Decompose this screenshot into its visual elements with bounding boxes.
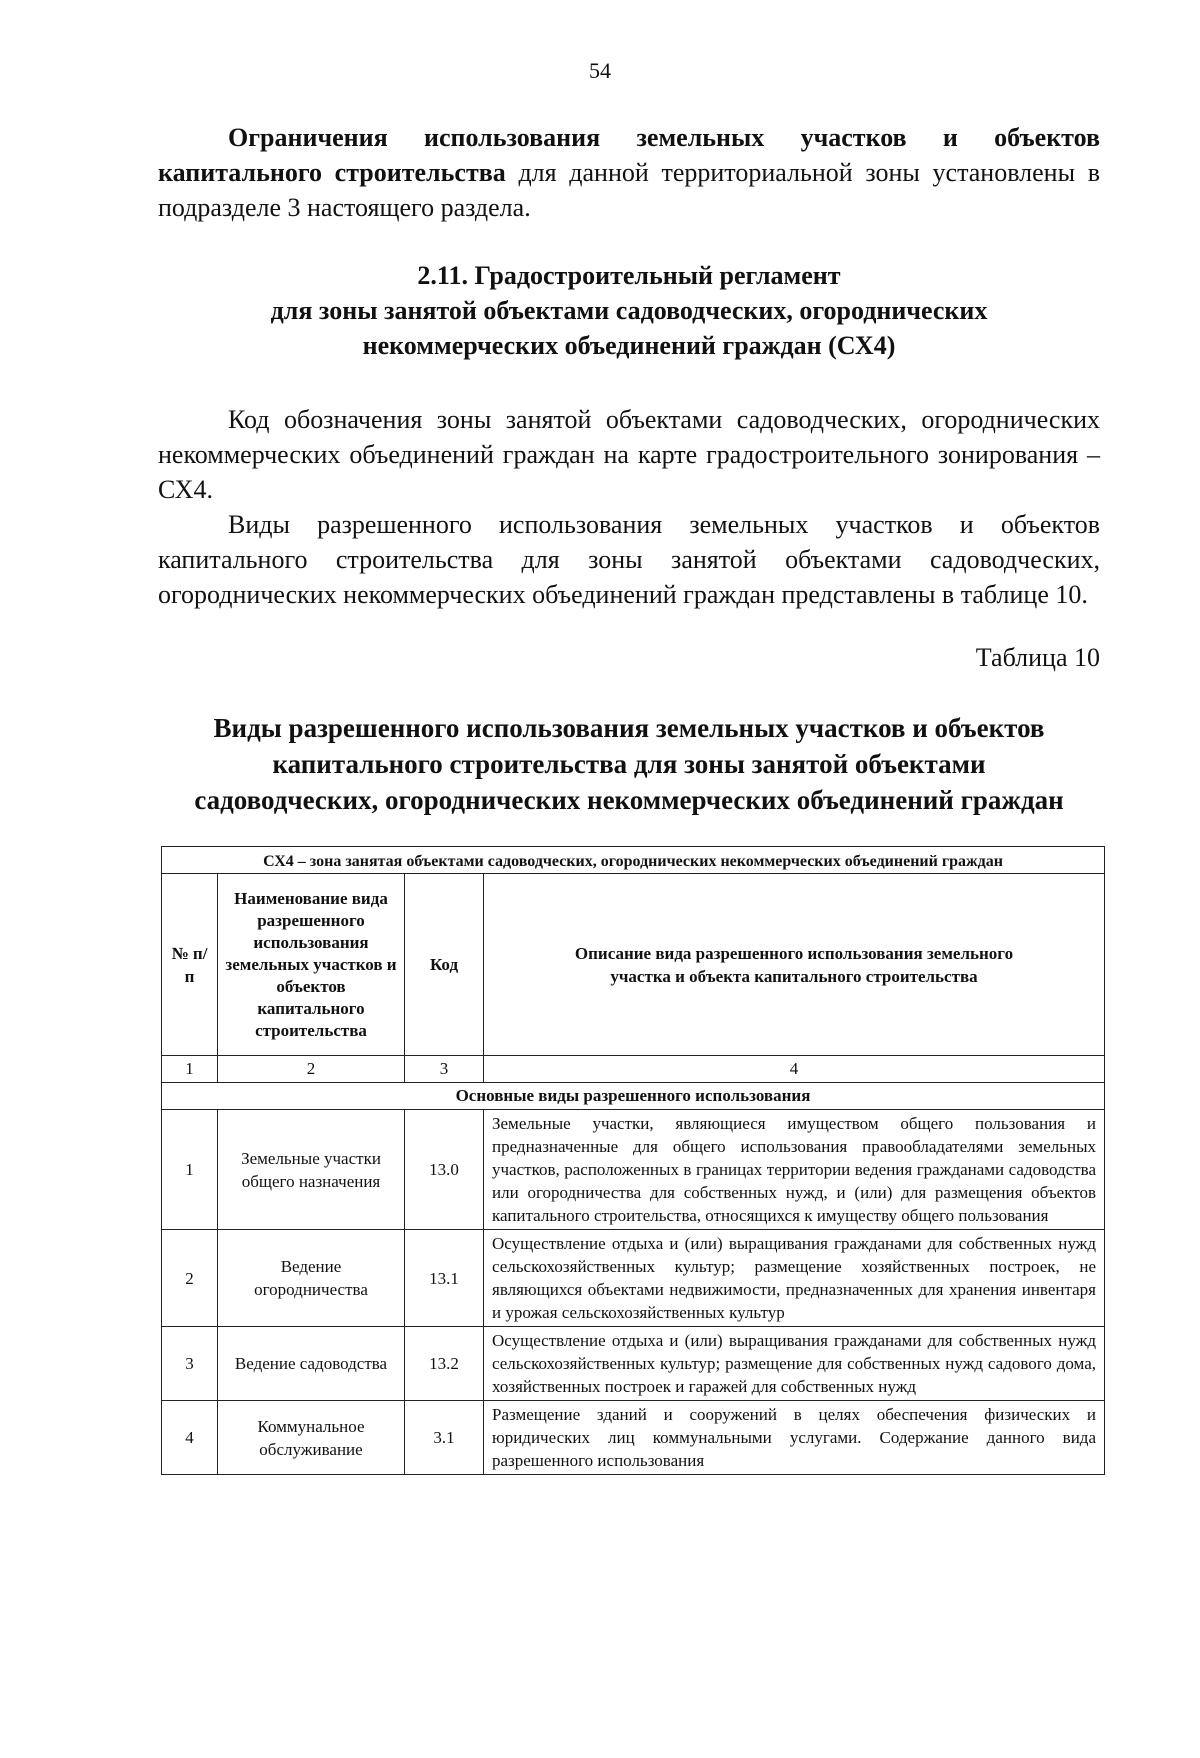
- column-header-code: Код: [405, 874, 484, 1056]
- column-number: 4: [484, 1056, 1105, 1083]
- intro-bold-text: Ограничения использования земельных участков и объектов капитального строительства: [158, 123, 1100, 187]
- zone-header-cell: СХ4 – зона занятая объектами садоводческих, огороднических некоммерческих объединений граждан: [162, 847, 1105, 874]
- table-title-line: капитального строительства для зоны занятой объектами: [272, 749, 986, 779]
- table-label: Таблица 10: [975, 643, 1100, 672]
- row-code: 3.1: [405, 1401, 484, 1475]
- table-row: [162, 1401, 1105, 1475]
- row-code: 13.1: [405, 1230, 484, 1327]
- row-name: Ведение огородничества: [218, 1230, 405, 1327]
- regulations-table: [161, 846, 1105, 1475]
- page-number: 54: [589, 58, 611, 83]
- zone-code-paragraph: [158, 402, 1100, 507]
- row-number: 2: [162, 1230, 218, 1327]
- paragraph-text: Виды разрешенного использования земельных участков и объектов капитального строительства для зоны занятой объектами садоводческих, огороднических некоммерческих объединений граждан представлены в таблице 10.: [158, 510, 1100, 609]
- zone-header-row: [162, 847, 1105, 874]
- table-title-line: Виды разрешенного использования земельных участков и объектов: [213, 713, 1045, 743]
- row-name: Земельные участки общего назначения: [218, 1110, 405, 1230]
- column-header-num: № п/п: [162, 874, 218, 1056]
- row-description: Размещение зданий и сооружений в целях обеспечения физических и юридических лиц коммунальными услугами. Содержание данного вида разрешенного использования: [484, 1401, 1105, 1475]
- row-code: 13.0: [405, 1110, 484, 1230]
- regulation-heading: [158, 258, 1100, 363]
- section-row: [162, 1083, 1105, 1110]
- row-description: Осуществление отдыха и (или) выращивания гражданами для собственных нужд сельскохозяйственных культур; размещение для собственных нужд садового дома, хозяйственных построек и гаражей для собственных нужд: [484, 1327, 1105, 1401]
- row-description: Земельные участки, являющиеся имуществом общего пользования и предназначенные для общего использования правообладателями земельных участков, расположенных в границах территории ведения гражданами садоводства или огородничества для собственных нужд, и (или) для размещения объектов капитального строительства, относящихся к имуществу общего пользования: [484, 1110, 1105, 1230]
- row-name: Ведение садоводства: [218, 1327, 405, 1401]
- regulation-heading-line: некоммерческих объединений граждан (СХ4): [362, 331, 896, 360]
- column-header-description: Описание вида разрешенного использования земельного участка и объекта капитального строительства: [484, 874, 1105, 1056]
- row-code: 13.2: [405, 1327, 484, 1401]
- column-header-name: Наименование вида разрешенного использования земельных участков и объектов капитального строительства: [218, 874, 405, 1056]
- table-title-line: садоводческих, огороднических некоммерческих объединений граждан: [194, 785, 1064, 815]
- section-label: Основные виды разрешенного использования: [162, 1083, 1105, 1110]
- column-header-row: [162, 874, 1105, 1056]
- row-name: Коммунальное обслуживание: [218, 1401, 405, 1475]
- intro-paragraph: [158, 120, 1100, 225]
- intro-text: для данной территориальной зоны установлены в подразделе 3 настоящего раздела.: [158, 158, 1100, 222]
- column-number-row: [162, 1056, 1105, 1083]
- regulation-heading-line: для зоны занятой объектами садоводческих, огороднических: [270, 296, 988, 325]
- usage-types-paragraph: [158, 507, 1100, 612]
- row-description: Осуществление отдыха и (или) выращивания гражданами для собственных нужд сельскохозяйственных культур; размещение хозяйственных построек, не являющихся объектами недвижимости, предназначенных для хранения инвентаря и урожая сельскохозяйственных культур: [484, 1230, 1105, 1327]
- table-row: [162, 1230, 1105, 1327]
- table-row: [162, 1110, 1105, 1230]
- paragraph-text: Код обозначения зоны занятой объектами садоводческих, огороднических некоммерческих объединений граждан на карте градостроительного зонирования – СХ4.: [158, 405, 1100, 504]
- table-title: [158, 710, 1100, 818]
- column-number: 3: [405, 1056, 484, 1083]
- column-number: 2: [218, 1056, 405, 1083]
- column-number: 1: [162, 1056, 218, 1083]
- row-number: 1: [162, 1110, 218, 1230]
- row-number: 3: [162, 1327, 218, 1401]
- row-number: 4: [162, 1401, 218, 1475]
- table-row: [162, 1327, 1105, 1401]
- regulation-heading-line: 2.11. Градостроительный регламент: [417, 261, 841, 290]
